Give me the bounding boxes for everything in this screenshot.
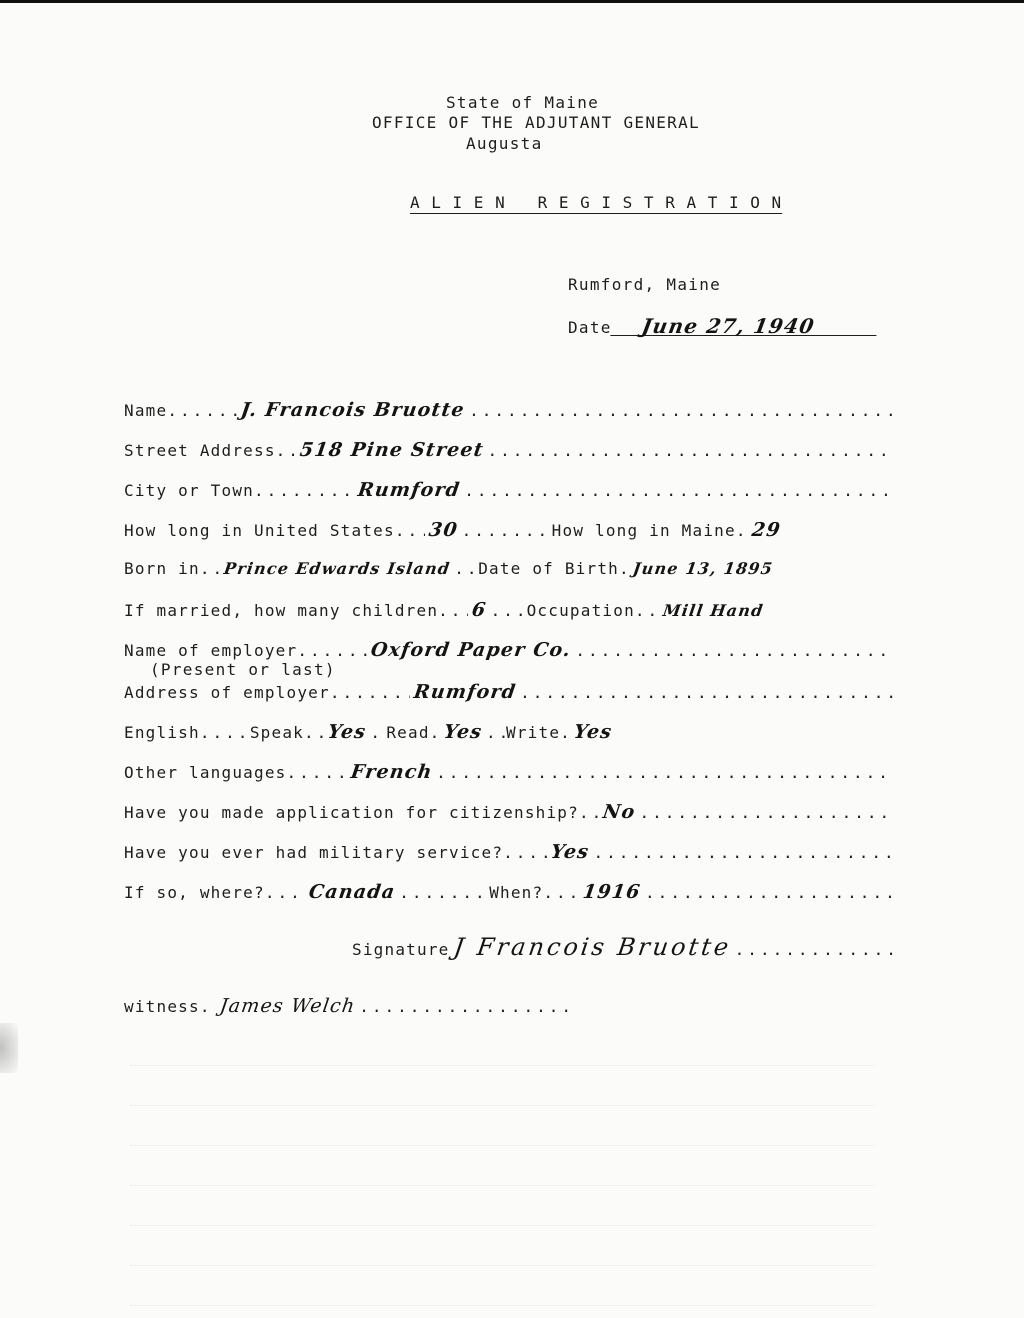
leader-dots	[593, 843, 894, 862]
speak-label: Speak	[249, 723, 305, 742]
row-name	[124, 399, 894, 421]
employer-sublabel: (Present or last)	[150, 660, 336, 679]
header-city: Augusta	[466, 134, 543, 153]
bleed-through-line	[130, 1211, 874, 1226]
occupation-value: Mill Hand	[661, 601, 765, 620]
date-row	[568, 314, 878, 338]
leader-dots	[167, 401, 237, 420]
occupation-label: Occupation	[526, 601, 635, 620]
citizenship-value: No	[601, 801, 637, 823]
bleed-through-line	[130, 1171, 874, 1186]
leader-dots	[254, 481, 354, 500]
employer-address-value: Rumford	[412, 681, 518, 703]
when-value: 1916	[581, 881, 643, 903]
row-street	[124, 439, 894, 461]
leader-dots	[454, 559, 478, 578]
read-value: Yes	[442, 721, 484, 743]
name-label: Name	[124, 401, 168, 420]
name-value: J. Francois Bruotte	[239, 399, 467, 421]
where-value: Canada	[307, 881, 397, 903]
military-value: Yes	[549, 841, 592, 863]
english-label: English	[124, 723, 200, 742]
leader-dots	[265, 883, 305, 902]
leader-dots	[520, 683, 894, 702]
bleed-through-line	[130, 1131, 874, 1146]
leader-dots	[639, 803, 894, 822]
leader-dots	[287, 763, 347, 782]
write-label: Write	[505, 723, 561, 742]
leader-dots	[370, 723, 386, 742]
leader-dots	[469, 401, 894, 420]
children-value: 6	[470, 599, 489, 621]
when-label: When?	[489, 883, 544, 902]
row-residency	[124, 519, 894, 541]
bleed-through-line	[130, 1251, 874, 1266]
leader-dots	[297, 641, 367, 660]
leader-dots	[635, 601, 659, 620]
witness-label: witness	[124, 997, 200, 1016]
row-witness	[124, 995, 574, 1017]
leader-dots	[359, 997, 574, 1016]
leader-dots	[304, 723, 324, 742]
leader-dots	[200, 559, 220, 578]
leader-dots	[395, 521, 425, 540]
us-years-label: How long in United States	[124, 521, 395, 540]
dob-value: June 13, 1895	[631, 559, 775, 578]
leader-dots	[735, 940, 894, 959]
street-value: 518 Pine Street	[298, 439, 485, 461]
employer-address-label: Address of employer	[124, 683, 330, 702]
children-label: If married, how many children	[124, 601, 439, 620]
leader-dots	[438, 601, 468, 620]
city-label: City or Town	[124, 481, 254, 500]
speak-value: Yes	[326, 721, 368, 743]
leader-dots	[436, 763, 894, 782]
row-service	[124, 881, 894, 903]
born-value: Prince Edwards Island	[222, 559, 452, 578]
read-label: Read	[386, 723, 430, 742]
row-birth	[124, 559, 894, 581]
row-employer	[124, 639, 894, 661]
employer-label: Name of employer	[124, 641, 298, 660]
maine-years-label: How long in Maine	[551, 521, 736, 540]
us-years-value: 30	[427, 519, 460, 541]
leader-dots	[462, 521, 552, 540]
maine-years-value: 29	[750, 519, 783, 541]
other-languages-value: French	[348, 761, 434, 783]
leader-dots	[487, 441, 894, 460]
form-title: A L I E N R E G I S T R A T I O N	[410, 193, 783, 212]
row-languages	[124, 761, 894, 783]
row-citizenship	[124, 801, 894, 823]
citizenship-label: Have you made application for citizenship?	[124, 803, 579, 822]
leader-dots	[200, 723, 250, 742]
date-label: Date	[568, 318, 612, 337]
leader-dots	[543, 883, 579, 902]
signature-value: J Francois Bruotte	[451, 933, 733, 961]
bleed-through-line	[130, 1091, 874, 1106]
where-label: If so, where?	[124, 883, 265, 902]
row-family	[124, 599, 894, 621]
signature-label: Signature	[352, 940, 450, 959]
other-languages-label: Other languages	[124, 763, 287, 782]
leader-dots	[276, 441, 296, 460]
leader-dots	[575, 641, 894, 660]
military-label: Have you ever had military service?	[124, 843, 504, 862]
row-military	[124, 841, 894, 863]
location: Rumford, Maine	[568, 275, 722, 294]
header-office: OFFICE OF THE ADJUTANT GENERAL	[372, 113, 700, 132]
witness-value: James Welch	[218, 995, 357, 1017]
date-value: June 27, 1940	[610, 317, 879, 336]
street-label: Street Address	[124, 441, 276, 460]
leader-dots	[464, 481, 894, 500]
row-employer-address	[124, 681, 894, 703]
leader-dots	[503, 843, 547, 862]
bleed-through-line	[130, 1051, 874, 1066]
row-signature	[352, 933, 894, 963]
leader-dots	[200, 997, 216, 1016]
leader-dots	[330, 683, 410, 702]
leader-dots	[645, 883, 894, 902]
row-english	[124, 721, 894, 743]
bleed-through-line	[130, 1291, 874, 1306]
leader-dots	[579, 803, 599, 822]
header-state: State of Maine	[446, 93, 600, 112]
leader-dots	[491, 601, 527, 620]
city-value: Rumford	[356, 479, 462, 501]
row-city	[124, 479, 894, 501]
write-value: Yes	[572, 721, 615, 743]
leader-dots	[399, 883, 489, 902]
dob-label: Date of Birth	[478, 559, 620, 578]
scan-smudge	[0, 1023, 18, 1073]
employer-value: Oxford Paper Co.	[369, 639, 573, 661]
leader-dots	[486, 723, 506, 742]
born-label: Born in	[124, 559, 200, 578]
